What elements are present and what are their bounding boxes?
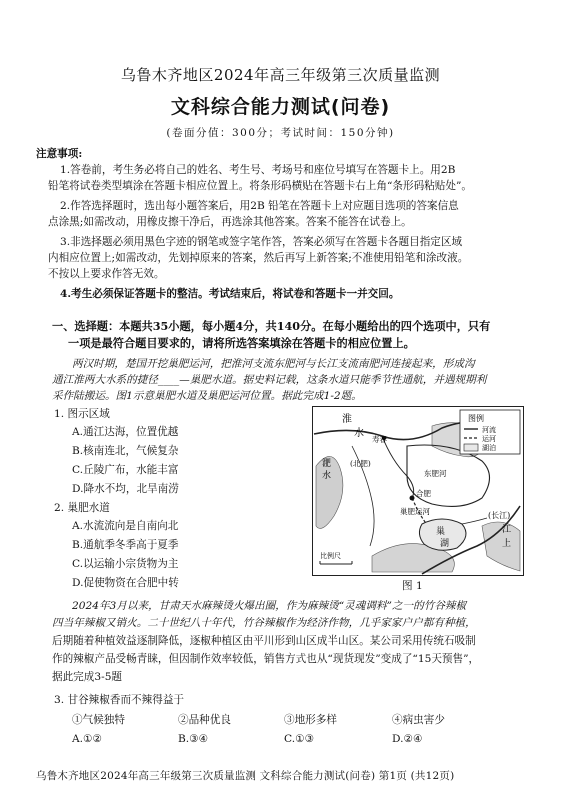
figure-1-map bbox=[312, 406, 524, 576]
passage1-line-3: 采作陆搬运。图1示意巢肥水道及巢肥运河位置。据此完成1-2题。 bbox=[52, 390, 362, 402]
map-label-shang: 上 bbox=[502, 539, 512, 549]
legend-lake: 湖泊 bbox=[482, 444, 496, 452]
q3-item-1: ①气候独特 bbox=[72, 714, 125, 726]
q3-item-3: ③地形多样 bbox=[284, 714, 337, 726]
q3-choice-c: C.①③ bbox=[284, 733, 315, 745]
map-label-shui: 水 bbox=[354, 428, 364, 439]
q3-choice-b: B.③④ bbox=[178, 733, 209, 745]
note-line-1: 1.答卷前，考生务必将自己的姓名、考生号、考场号和座位号填写在答题卡上。用2B bbox=[60, 164, 456, 176]
map-label-hu: 湖 bbox=[440, 539, 450, 549]
exam-meta: (卷面分值：300分；考试时间：150分钟) bbox=[166, 127, 395, 139]
map-label-chao: 巢 bbox=[436, 527, 446, 537]
page-footer: 乌鲁木齐地区2024年高三年级第三次质量监测 文科综合能力测试(问卷) 第1页 (共12页) bbox=[36, 770, 455, 782]
q3-choice-a: A.①② bbox=[72, 733, 103, 745]
q1-option-a: A.通江达海，位置优越 bbox=[72, 426, 179, 438]
note-line-5: 3.非选择题必须用黑色字迹的钢笔或签字笔作答，答案必须写在答题卡各题目指定区域 bbox=[60, 236, 463, 248]
section-heading-line-1: 一、选择题：本题共35小题，每小题4分，共140分。在每小题给出的四个选项中，只有 bbox=[52, 319, 491, 333]
note-line-8: 4.考生必须保证答题卡的整洁。考试结束后，将试卷和答题卡一并交回。 bbox=[60, 288, 400, 300]
passage2-line-4: 作的辣椒产品受畅青睐，但因制作效率较低，销售方式也从“现货现发”变成了“15天预售”， bbox=[52, 653, 480, 665]
map-label-huai: 淮 bbox=[342, 414, 352, 425]
q2-option-d: D.促使物资在合肥中转 bbox=[72, 577, 179, 589]
note-line-7: 不按以上要求作答无效。 bbox=[48, 268, 165, 280]
note-line-6: 内相应位置上;如需改动，先划掉原来的答案，然后再写上新答案;不准使用铅笔和涂改液。 bbox=[48, 252, 469, 264]
q3-stem: 3. 甘谷辣椒香而不辣得益于 bbox=[54, 694, 185, 706]
q1-option-d: D.降水不均，北旱南涝 bbox=[72, 483, 179, 495]
map-label-scale: 比例尺 bbox=[320, 552, 341, 560]
map-label-shui2: 水 bbox=[322, 471, 332, 481]
passage1-line-1: 两汉时期，楚国开挖巢肥运河，把淮河支流东肥河与长江支流南肥河连接起来，形成沟 bbox=[72, 358, 475, 370]
map-label-hefei: 合肥 bbox=[416, 489, 431, 498]
q2-option-c: C.以运输小宗货物为主 bbox=[72, 558, 179, 570]
passage2-line-5: 据此完成3-5题 bbox=[52, 671, 123, 683]
legend-river: 河流 bbox=[482, 426, 496, 434]
map-label-fei: 淝 bbox=[322, 459, 332, 469]
legend-canal: 运河 bbox=[482, 435, 496, 443]
passage1-line-2: 通江淮两大水系的捷径____—巢肥水道。据史料记载，这条水道只能季节性通航，并遇规期利 bbox=[52, 374, 487, 386]
map-label-shouchun: 寿春 bbox=[372, 435, 387, 444]
paper-title: 文科综合能力测试(问卷) bbox=[170, 96, 391, 118]
passage2-line-3: 后期随着种植效益逐制降低，逐椒种植区由平川形到山区成半山区。某公司采用传统石吸制 bbox=[52, 635, 476, 647]
legend-title: 图例 bbox=[468, 414, 484, 423]
map-label-north-fei: (北肥) bbox=[350, 459, 371, 468]
passage2-line-2: 四当年辣椒又销火。二十世纪八十年代，竹谷辣椒作为经济作物，几乎家家户户都有种植， bbox=[52, 617, 476, 629]
passage2-line-1: 2024年3月以来，甘肃天水麻辣烫火爆出圈，作为麻辣烫“灵魂调料”之一的竹谷辣椒 bbox=[72, 600, 467, 612]
section-heading-line-2: 一项是最符合题目要求的，请将所选答案填涂在答题卡的相应位置上。 bbox=[68, 336, 415, 350]
exam-title: 乌鲁木齐地区2024年高三年级第三次质量监测 bbox=[120, 66, 441, 84]
q1-option-b: B.核南连北，气候复杂 bbox=[72, 445, 179, 457]
map-label-east-fei: 东肥河 bbox=[424, 469, 447, 478]
map-label-changjiang: (长江) bbox=[488, 511, 511, 520]
notes-heading: 注意事项: bbox=[36, 148, 83, 160]
map-label-canal: 巢肥运河 bbox=[400, 507, 430, 516]
q2-stem: 2. 巢肥水道 bbox=[54, 502, 110, 514]
figure-caption: 图 1 bbox=[402, 580, 423, 592]
q1-stem: 1. 图示区域 bbox=[54, 408, 110, 420]
q1-option-c: C.丘陵广布，水能丰富 bbox=[72, 464, 179, 476]
map-label-jiang: 江 bbox=[502, 525, 512, 535]
q3-item-4: ④病虫害少 bbox=[392, 714, 445, 726]
note-line-4: 点涂黑;如需改动，用橡皮擦干净后，再选涂其他答案。答案不能答在试卷上。 bbox=[48, 216, 412, 228]
note-line-2: 铅笔将试卷类型填涂在答题卡相应位置上。将条形码横贴在答题卡右上角“条形码粘贴处”。 bbox=[48, 180, 472, 192]
q3-item-2: ②品种优良 bbox=[178, 714, 231, 726]
note-line-3: 2.作答选择题时，选出每小题答案后，用2B 铅笔在答题卡上对应题目选项的答案信息 bbox=[60, 200, 459, 212]
q2-option-b: B.通航季冬季高于夏季 bbox=[72, 539, 179, 551]
q2-option-a: A.水流流向是自南向北 bbox=[72, 520, 179, 532]
q3-choice-d: D.②④ bbox=[392, 733, 423, 745]
